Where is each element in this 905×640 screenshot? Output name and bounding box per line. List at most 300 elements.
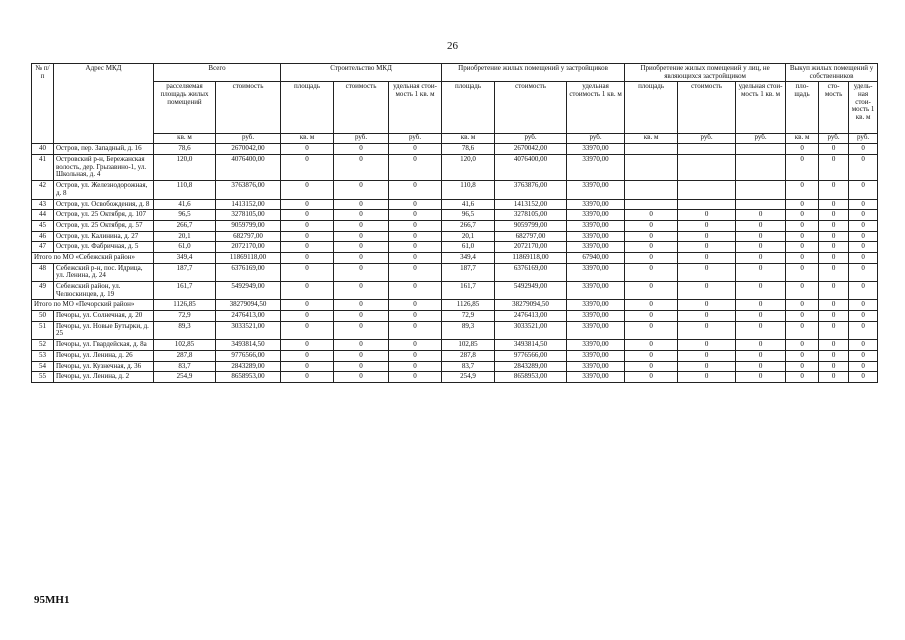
value-cell: 3493814,50 bbox=[216, 340, 281, 351]
value-cell: 0 bbox=[819, 350, 849, 361]
value-cell: 0 bbox=[786, 311, 819, 322]
address-cell: Остров, ул. Освобождения, д. 8 bbox=[54, 199, 154, 210]
value-cell: 2670042,00 bbox=[216, 144, 281, 155]
value-cell: 3763876,00 bbox=[216, 181, 281, 199]
value-cell: 0 bbox=[389, 340, 442, 351]
value-cell: 41,6 bbox=[442, 199, 495, 210]
value-cell: 0 bbox=[389, 144, 442, 155]
value-cell: 9059799,00 bbox=[216, 220, 281, 231]
value-cell: 0 bbox=[736, 300, 786, 311]
value-cell: 0 bbox=[281, 231, 334, 242]
value-cell: 6376169,00 bbox=[216, 263, 281, 281]
value-cell: 0 bbox=[334, 372, 389, 383]
table-row bbox=[32, 155, 878, 181]
value-cell: 0 bbox=[849, 144, 878, 155]
value-cell: 0 bbox=[334, 311, 389, 322]
value-cell: 0 bbox=[736, 242, 786, 253]
value-cell: 33970,00 bbox=[567, 350, 625, 361]
value-cell: 0 bbox=[736, 321, 786, 339]
value-cell: 0 bbox=[849, 242, 878, 253]
value-cell: 0 bbox=[849, 181, 878, 199]
value-cell: 0 bbox=[736, 252, 786, 263]
table-row bbox=[32, 231, 878, 242]
value-cell: 0 bbox=[678, 350, 736, 361]
row-number: 41 bbox=[32, 155, 54, 181]
address-cell: Печоры, ул. Ленина, д. 26 bbox=[54, 350, 154, 361]
value-cell: 0 bbox=[819, 300, 849, 311]
unit-cell: руб. bbox=[849, 134, 878, 144]
value-cell: 0 bbox=[786, 361, 819, 372]
unit-cell: руб. bbox=[567, 134, 625, 144]
value-cell: 33970,00 bbox=[567, 311, 625, 322]
value-cell: 33970,00 bbox=[567, 155, 625, 181]
value-cell: 4076400,00 bbox=[216, 155, 281, 181]
value-cell: 254,9 bbox=[442, 372, 495, 383]
value-cell: 96,5 bbox=[154, 210, 216, 221]
value-cell: 20,1 bbox=[154, 231, 216, 242]
unit-cell: кв. м bbox=[281, 134, 334, 144]
value-cell: 0 bbox=[786, 300, 819, 311]
table-row bbox=[32, 199, 878, 210]
row-number: 52 bbox=[32, 340, 54, 351]
value-cell: 0 bbox=[389, 321, 442, 339]
table-row bbox=[32, 372, 878, 383]
value-cell: 20,1 bbox=[442, 231, 495, 242]
unit-cell: руб. bbox=[736, 134, 786, 144]
value-cell: 11869118,00 bbox=[216, 252, 281, 263]
value-cell: 1413152,00 bbox=[216, 199, 281, 210]
value-cell: 33970,00 bbox=[567, 340, 625, 351]
sub-header: расселяемая площадь жилых помещений bbox=[154, 82, 216, 134]
value-cell: 6376169,00 bbox=[495, 263, 567, 281]
value-cell: 0 bbox=[678, 340, 736, 351]
value-cell: 120,0 bbox=[442, 155, 495, 181]
value-cell bbox=[625, 155, 678, 181]
value-cell: 0 bbox=[786, 231, 819, 242]
value-cell: 0 bbox=[625, 231, 678, 242]
value-cell: 0 bbox=[736, 263, 786, 281]
value-cell: 0 bbox=[334, 321, 389, 339]
value-cell: 33970,00 bbox=[567, 263, 625, 281]
address-cell: Печоры, ул. Новые Бутырки, д. 25 bbox=[54, 321, 154, 339]
sub-header: удельная стоимость 1 кв. м bbox=[567, 82, 625, 134]
value-cell: 0 bbox=[389, 282, 442, 300]
value-cell: 0 bbox=[678, 361, 736, 372]
value-cell: 0 bbox=[678, 311, 736, 322]
total-row bbox=[32, 300, 878, 311]
value-cell: 0 bbox=[389, 242, 442, 253]
value-cell: 266,7 bbox=[442, 220, 495, 231]
total-label: Итого по МО «Себежский район» bbox=[32, 252, 154, 263]
value-cell bbox=[625, 181, 678, 199]
value-cell: 0 bbox=[786, 263, 819, 281]
value-cell: 0 bbox=[819, 155, 849, 181]
row-number: 50 bbox=[32, 311, 54, 322]
table-row bbox=[32, 340, 878, 351]
value-cell: 0 bbox=[281, 372, 334, 383]
value-cell: 0 bbox=[786, 155, 819, 181]
address-cell: Себежский р-н, пос. Идрица, ул. Ленина, д. 24 bbox=[54, 263, 154, 281]
value-cell: 0 bbox=[281, 340, 334, 351]
value-cell: 38279094,50 bbox=[495, 300, 567, 311]
value-cell: 0 bbox=[678, 231, 736, 242]
value-cell: 8658953,00 bbox=[495, 372, 567, 383]
value-cell: 3278105,00 bbox=[495, 210, 567, 221]
value-cell: 0 bbox=[334, 231, 389, 242]
value-cell: 0 bbox=[819, 242, 849, 253]
value-cell: 3763876,00 bbox=[495, 181, 567, 199]
value-cell: 0 bbox=[334, 340, 389, 351]
address-cell: Остров, ул. Фабричная, д. 5 bbox=[54, 242, 154, 253]
value-cell: 33970,00 bbox=[567, 300, 625, 311]
value-cell: 0 bbox=[819, 252, 849, 263]
value-cell: 9776566,00 bbox=[216, 350, 281, 361]
value-cell: 0 bbox=[389, 181, 442, 199]
value-cell: 349,4 bbox=[154, 252, 216, 263]
table-row bbox=[32, 263, 878, 281]
value-cell: 0 bbox=[281, 300, 334, 311]
table-row bbox=[32, 282, 878, 300]
value-cell: 187,7 bbox=[154, 263, 216, 281]
value-cell bbox=[678, 155, 736, 181]
total-label: Итого по МО «Печорский район» bbox=[32, 300, 154, 311]
address-cell: Печоры, ул. Ленина, д. 2 bbox=[54, 372, 154, 383]
sub-header: стоимость bbox=[495, 82, 567, 134]
table-row bbox=[32, 361, 878, 372]
value-cell: 0 bbox=[678, 210, 736, 221]
value-cell: 120,0 bbox=[154, 155, 216, 181]
value-cell: 0 bbox=[389, 220, 442, 231]
row-number: 53 bbox=[32, 350, 54, 361]
sub-header: удель- ная стои- мость 1 кв. м bbox=[849, 82, 878, 134]
value-cell: 0 bbox=[281, 321, 334, 339]
sub-header: удельная стои- мость 1 кв. м bbox=[389, 82, 442, 134]
value-cell: 0 bbox=[389, 231, 442, 242]
value-cell: 89,3 bbox=[442, 321, 495, 339]
value-cell bbox=[678, 181, 736, 199]
sub-header: пло- щадь bbox=[786, 82, 819, 134]
value-cell: 0 bbox=[334, 155, 389, 181]
value-cell: 2072170,00 bbox=[216, 242, 281, 253]
value-cell: 72,9 bbox=[442, 311, 495, 322]
value-cell: 0 bbox=[389, 300, 442, 311]
value-cell: 0 bbox=[281, 350, 334, 361]
row-number: 48 bbox=[32, 263, 54, 281]
value-cell: 102,85 bbox=[442, 340, 495, 351]
value-cell bbox=[736, 181, 786, 199]
value-cell: 41,6 bbox=[154, 199, 216, 210]
value-cell: 0 bbox=[281, 155, 334, 181]
value-cell: 83,7 bbox=[154, 361, 216, 372]
value-cell: 2843289,00 bbox=[216, 361, 281, 372]
value-cell: 0 bbox=[281, 263, 334, 281]
value-cell: 0 bbox=[819, 321, 849, 339]
value-cell: 187,7 bbox=[442, 263, 495, 281]
sub-header: площадь bbox=[625, 82, 678, 134]
table-row bbox=[32, 242, 878, 253]
value-cell: 0 bbox=[736, 350, 786, 361]
value-cell bbox=[736, 199, 786, 210]
value-cell: 161,7 bbox=[154, 282, 216, 300]
address-cell: Остров, ул. Калинина, д. 27 bbox=[54, 231, 154, 242]
value-cell: 0 bbox=[786, 321, 819, 339]
value-cell: 0 bbox=[334, 282, 389, 300]
value-cell: 110,8 bbox=[442, 181, 495, 199]
value-cell: 0 bbox=[786, 181, 819, 199]
value-cell: 0 bbox=[625, 300, 678, 311]
value-cell: 0 bbox=[849, 252, 878, 263]
value-cell: 0 bbox=[849, 263, 878, 281]
address-cell: Печоры, ул. Гвардейская, д. 8а bbox=[54, 340, 154, 351]
row-number: 47 bbox=[32, 242, 54, 253]
value-cell: 33970,00 bbox=[567, 199, 625, 210]
value-cell: 0 bbox=[625, 311, 678, 322]
address-cell: Островский р-н, Бережанская волость, дер. Грызавино-1, ул. Школьная, д. 4 bbox=[54, 155, 154, 181]
row-number: 46 bbox=[32, 231, 54, 242]
value-cell: 266,7 bbox=[154, 220, 216, 231]
address-cell: Печоры, ул. Кузнечная, д. 36 bbox=[54, 361, 154, 372]
value-cell: 0 bbox=[334, 361, 389, 372]
value-cell: 682797,00 bbox=[216, 231, 281, 242]
value-cell: 0 bbox=[849, 361, 878, 372]
group-construction-header: Строительство МКД bbox=[281, 64, 442, 82]
sub-header: стоимость bbox=[216, 82, 281, 134]
value-cell: 0 bbox=[849, 300, 878, 311]
value-cell: 0 bbox=[786, 252, 819, 263]
value-cell: 0 bbox=[625, 263, 678, 281]
sub-header: удельная стои- мость 1 кв. м bbox=[736, 82, 786, 134]
value-cell: 0 bbox=[849, 220, 878, 231]
value-cell bbox=[625, 199, 678, 210]
value-cell: 0 bbox=[281, 311, 334, 322]
value-cell: 0 bbox=[786, 210, 819, 221]
value-cell: 0 bbox=[736, 210, 786, 221]
value-cell: 72,9 bbox=[154, 311, 216, 322]
value-cell: 0 bbox=[389, 311, 442, 322]
sub-header: сто- мость bbox=[819, 82, 849, 134]
col-num-header: № п/п bbox=[32, 64, 54, 144]
unit-cell: руб. bbox=[389, 134, 442, 144]
value-cell: 682797,00 bbox=[495, 231, 567, 242]
value-cell: 0 bbox=[625, 210, 678, 221]
value-cell: 89,3 bbox=[154, 321, 216, 339]
table-row bbox=[32, 210, 878, 221]
value-cell: 0 bbox=[625, 361, 678, 372]
value-cell: 0 bbox=[786, 372, 819, 383]
value-cell: 110,8 bbox=[154, 181, 216, 199]
value-cell: 0 bbox=[281, 282, 334, 300]
value-cell: 102,85 bbox=[154, 340, 216, 351]
value-cell: 0 bbox=[736, 372, 786, 383]
value-cell: 33970,00 bbox=[567, 231, 625, 242]
address-cell: Остров, пер. Западный, д. 16 bbox=[54, 144, 154, 155]
value-cell: 0 bbox=[281, 181, 334, 199]
value-cell: 0 bbox=[625, 282, 678, 300]
unit-cell: руб. bbox=[495, 134, 567, 144]
address-cell: Остров, ул. 25 Октября, д. 57 bbox=[54, 220, 154, 231]
value-cell: 0 bbox=[334, 252, 389, 263]
value-cell: 0 bbox=[819, 282, 849, 300]
unit-cell: кв. м bbox=[154, 134, 216, 144]
value-cell: 0 bbox=[281, 220, 334, 231]
value-cell: 33970,00 bbox=[567, 220, 625, 231]
value-cell: 0 bbox=[849, 340, 878, 351]
value-cell: 1126,85 bbox=[154, 300, 216, 311]
sub-header: площадь bbox=[442, 82, 495, 134]
value-cell: 287,8 bbox=[442, 350, 495, 361]
value-cell: 2072170,00 bbox=[495, 242, 567, 253]
value-cell: 78,6 bbox=[442, 144, 495, 155]
value-cell: 2476413,00 bbox=[495, 311, 567, 322]
sub-header: стоимость bbox=[334, 82, 389, 134]
group-purchase-nondev-header: Приобретение жилых помещений у лиц, не являющихся застройщиком bbox=[625, 64, 786, 82]
value-cell: 0 bbox=[334, 210, 389, 221]
address-cell: Себежский район, ул. Челюскинцев, д. 19 bbox=[54, 282, 154, 300]
value-cell bbox=[736, 144, 786, 155]
value-cell: 0 bbox=[334, 350, 389, 361]
value-cell: 0 bbox=[281, 210, 334, 221]
value-cell: 0 bbox=[849, 372, 878, 383]
value-cell: 33970,00 bbox=[567, 242, 625, 253]
value-cell: 0 bbox=[334, 263, 389, 281]
unit-cell: кв. м bbox=[625, 134, 678, 144]
table-row bbox=[32, 311, 878, 322]
value-cell: 3033521,00 bbox=[495, 321, 567, 339]
value-cell: 0 bbox=[736, 282, 786, 300]
value-cell: 0 bbox=[281, 361, 334, 372]
group-buyout-header: Выкуп жилых помещений у собственников bbox=[786, 64, 878, 82]
value-cell: 254,9 bbox=[154, 372, 216, 383]
value-cell: 33970,00 bbox=[567, 361, 625, 372]
value-cell: 0 bbox=[819, 340, 849, 351]
value-cell: 33970,00 bbox=[567, 321, 625, 339]
value-cell: 0 bbox=[849, 350, 878, 361]
value-cell: 161,7 bbox=[442, 282, 495, 300]
value-cell: 0 bbox=[678, 282, 736, 300]
value-cell: 0 bbox=[786, 350, 819, 361]
table-row bbox=[32, 220, 878, 231]
value-cell: 0 bbox=[819, 361, 849, 372]
value-cell bbox=[625, 144, 678, 155]
sub-header: площадь bbox=[281, 82, 334, 134]
unit-cell: руб. bbox=[334, 134, 389, 144]
value-cell: 0 bbox=[786, 242, 819, 253]
table-row bbox=[32, 350, 878, 361]
value-cell bbox=[678, 199, 736, 210]
group-total-header: Всего bbox=[154, 64, 281, 82]
table-row bbox=[32, 321, 878, 339]
address-cell: Печоры, ул. Солнечная, д. 20 bbox=[54, 311, 154, 322]
value-cell: 0 bbox=[389, 361, 442, 372]
value-cell: 0 bbox=[786, 340, 819, 351]
page-number: 26 bbox=[447, 40, 458, 52]
value-cell: 349,4 bbox=[442, 252, 495, 263]
value-cell: 3033521,00 bbox=[216, 321, 281, 339]
value-cell: 11869118,00 bbox=[495, 252, 567, 263]
table-row bbox=[32, 144, 878, 155]
value-cell: 3278105,00 bbox=[216, 210, 281, 221]
value-cell: 0 bbox=[819, 311, 849, 322]
value-cell: 33970,00 bbox=[567, 144, 625, 155]
value-cell bbox=[736, 155, 786, 181]
value-cell: 78,6 bbox=[154, 144, 216, 155]
value-cell: 0 bbox=[849, 311, 878, 322]
value-cell: 0 bbox=[334, 220, 389, 231]
value-cell: 0 bbox=[736, 361, 786, 372]
unit-cell: руб. bbox=[678, 134, 736, 144]
value-cell: 0 bbox=[625, 220, 678, 231]
value-cell: 0 bbox=[625, 340, 678, 351]
value-cell: 0 bbox=[786, 220, 819, 231]
value-cell: 1126,85 bbox=[442, 300, 495, 311]
value-cell: 0 bbox=[819, 181, 849, 199]
housing-resettlement-table bbox=[31, 63, 878, 383]
value-cell: 0 bbox=[678, 300, 736, 311]
value-cell: 96,5 bbox=[442, 210, 495, 221]
unit-cell: кв. м bbox=[786, 134, 819, 144]
value-cell: 0 bbox=[786, 199, 819, 210]
value-cell: 33970,00 bbox=[567, 181, 625, 199]
value-cell: 61,0 bbox=[154, 242, 216, 253]
value-cell: 0 bbox=[281, 252, 334, 263]
value-cell: 0 bbox=[334, 181, 389, 199]
value-cell: 0 bbox=[389, 199, 442, 210]
value-cell: 0 bbox=[678, 220, 736, 231]
value-cell: 0 bbox=[736, 311, 786, 322]
address-cell: Остров, ул. 25 Октября, д. 107 bbox=[54, 210, 154, 221]
value-cell: 33970,00 bbox=[567, 282, 625, 300]
value-cell: 0 bbox=[389, 263, 442, 281]
value-cell: 38279094,50 bbox=[216, 300, 281, 311]
value-cell: 9059799,00 bbox=[495, 220, 567, 231]
value-cell: 0 bbox=[819, 372, 849, 383]
value-cell: 0 bbox=[281, 144, 334, 155]
value-cell: 4076400,00 bbox=[495, 155, 567, 181]
unit-cell: руб. bbox=[819, 134, 849, 144]
value-cell: 5492949,00 bbox=[495, 282, 567, 300]
value-cell: 0 bbox=[678, 321, 736, 339]
value-cell: 0 bbox=[389, 210, 442, 221]
value-cell: 0 bbox=[849, 321, 878, 339]
value-cell: 83,7 bbox=[442, 361, 495, 372]
value-cell: 0 bbox=[786, 144, 819, 155]
row-number: 42 bbox=[32, 181, 54, 199]
value-cell: 0 bbox=[625, 242, 678, 253]
value-cell: 2670042,00 bbox=[495, 144, 567, 155]
row-number: 43 bbox=[32, 199, 54, 210]
value-cell: 0 bbox=[678, 372, 736, 383]
value-cell: 0 bbox=[736, 220, 786, 231]
value-cell: 0 bbox=[389, 155, 442, 181]
row-number: 40 bbox=[32, 144, 54, 155]
value-cell: 0 bbox=[849, 231, 878, 242]
value-cell: 9776566,00 bbox=[495, 350, 567, 361]
value-cell: 33970,00 bbox=[567, 210, 625, 221]
value-cell: 0 bbox=[819, 144, 849, 155]
value-cell: 0 bbox=[334, 144, 389, 155]
value-cell: 0 bbox=[334, 199, 389, 210]
row-number: 49 bbox=[32, 282, 54, 300]
sub-header: стоимость bbox=[678, 82, 736, 134]
value-cell: 0 bbox=[819, 220, 849, 231]
value-cell: 0 bbox=[625, 350, 678, 361]
value-cell: 0 bbox=[678, 252, 736, 263]
row-number: 51 bbox=[32, 321, 54, 339]
value-cell: 0 bbox=[281, 199, 334, 210]
table-row bbox=[32, 181, 878, 199]
value-cell: 0 bbox=[334, 242, 389, 253]
value-cell: 0 bbox=[389, 350, 442, 361]
